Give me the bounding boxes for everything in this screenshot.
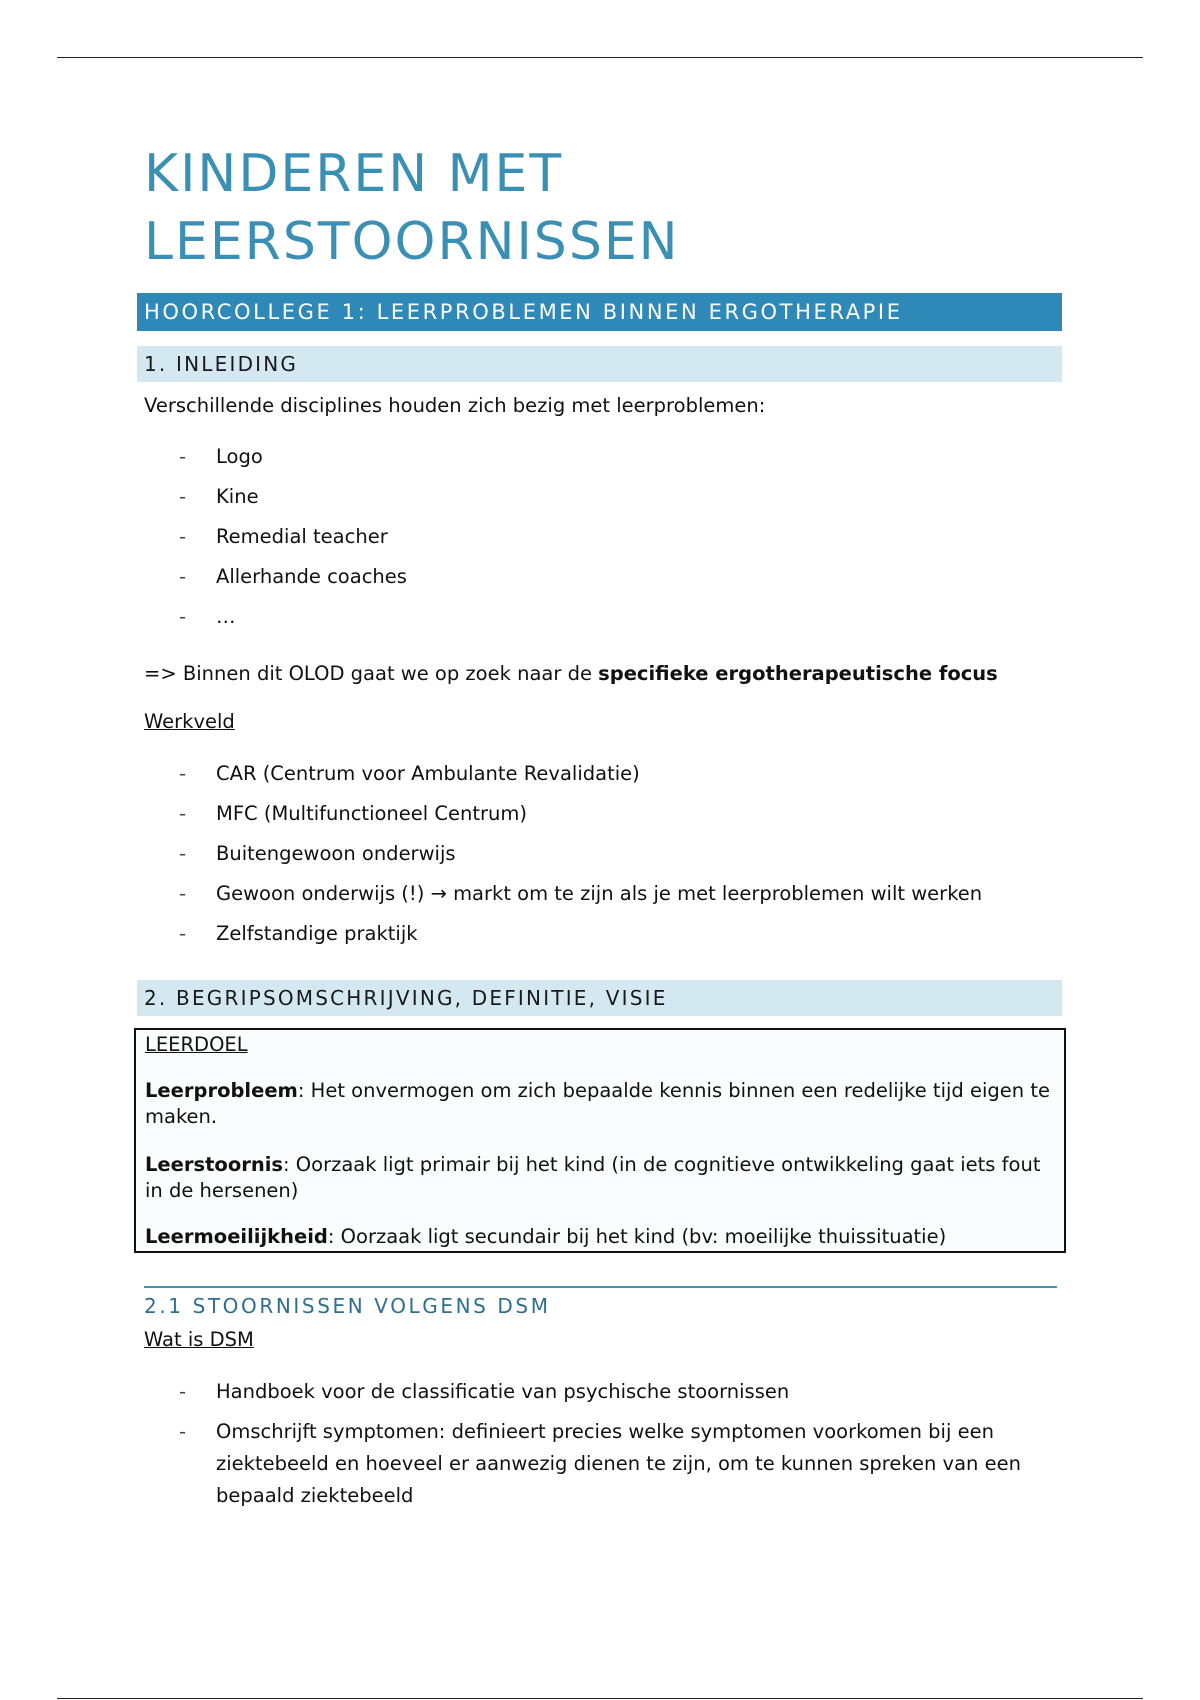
list-item: - …	[179, 605, 236, 628]
dash-bullet: -	[179, 762, 187, 785]
list-item: - Gewoon onderwijs (!) → markt om te zijn als je met leerproblemen wilt werken	[179, 882, 983, 905]
focus-statement: => Binnen dit OLOD gaat we op zoek naar de specifieke ergotherapeutische focus	[144, 662, 998, 685]
werkveld-list	[179, 761, 1059, 947]
dash-bullet: -	[179, 802, 187, 825]
definition-term: Leermoeilijkheid	[145, 1225, 328, 1248]
subsection-rule	[144, 1286, 1057, 1288]
list-item: - MFC (Multifunctioneel Centrum)	[179, 802, 527, 825]
top-rule	[57, 57, 1143, 58]
bottom-rule	[57, 1698, 1143, 1699]
definition-leerprobleem: Leerprobleem: Het onvermogen om zich bepaalde kennis binnen een redelijke tijd eigen te maken.	[145, 1079, 1050, 1128]
disciplines-list	[179, 444, 1059, 630]
werkveld-label: Werkveld	[144, 710, 235, 733]
title-line-1: KINDEREN MET	[144, 144, 564, 204]
section-2-heading: 2. BEGRIPSOMSCHRIJVING, DEFINITIE, VISIE	[137, 980, 1062, 1016]
dash-bullet: -	[179, 882, 187, 905]
definition-leerstoornis: Leerstoornis: Oorzaak ligt primair bij het kind (in de cognitieve ontwikkeling gaat iets fout in de hersenen)	[145, 1153, 1041, 1202]
dash-bullet: -	[179, 485, 187, 508]
dash-bullet: -	[179, 1380, 187, 1403]
definition-leermoeilijkheid: Leermoeilijkheid: Oorzaak ligt secundair bij het kind (bv: moeilijke thuissituatie)	[145, 1225, 947, 1248]
dash-bullet: -	[179, 525, 187, 548]
list-item: - Kine	[179, 485, 259, 508]
definition-term: Leerprobleem	[145, 1079, 298, 1102]
focus-bold: specifieke ergotherapeutische focus	[598, 662, 998, 685]
list-item: - Buitengewoon onderwijs	[179, 842, 456, 865]
leerdoel-label: LEERDOEL	[145, 1033, 248, 1056]
list-item: - Zelfstandige praktijk	[179, 922, 418, 945]
definition-term: Leerstoornis	[145, 1153, 284, 1176]
dash-bullet: -	[179, 605, 187, 628]
subsection-2-1-heading: 2.1 STOORNISSEN VOLGENS DSM	[144, 1294, 551, 1318]
list-item: - Logo	[179, 445, 263, 468]
dash-bullet: -	[179, 922, 187, 945]
list-item: - CAR (Centrum voor Ambulante Revalidatie)	[179, 762, 640, 785]
dash-bullet: -	[179, 842, 187, 865]
lecture-heading: HOORCOLLEGE 1: LEERPROBLEMEN BINNEN ERGOTHERAPIE	[137, 293, 1062, 331]
dsm-list	[179, 1379, 1059, 1512]
section-1-intro: Verschillende disciplines houden zich bezig met leerproblemen:	[144, 394, 766, 417]
dash-bullet: -	[179, 565, 187, 588]
list-item: - Remedial teacher	[179, 525, 388, 548]
dsm-label: Wat is DSM	[144, 1328, 254, 1351]
list-item: - Omschrijft symptomen: definieert precies welke symptomen voorkomen bij een ziektebeeld en hoeveel er aanwezig dienen te zijn, om te kunnen spreken van een bepaald ziektebeeld	[179, 1416, 1059, 1512]
leerdoel-box	[134, 1028, 1066, 1253]
section-1-heading: 1. INLEIDING	[137, 346, 1062, 382]
dash-bullet: -	[179, 445, 187, 468]
title-line-2: LEERSTOORNISSEN	[144, 212, 680, 272]
list-item: - Allerhande coaches	[179, 565, 407, 588]
dash-bullet: -	[179, 1420, 187, 1443]
list-item: - Handboek voor de classificatie van psychische stoornissen	[179, 1380, 790, 1403]
document-title	[144, 140, 1024, 276]
